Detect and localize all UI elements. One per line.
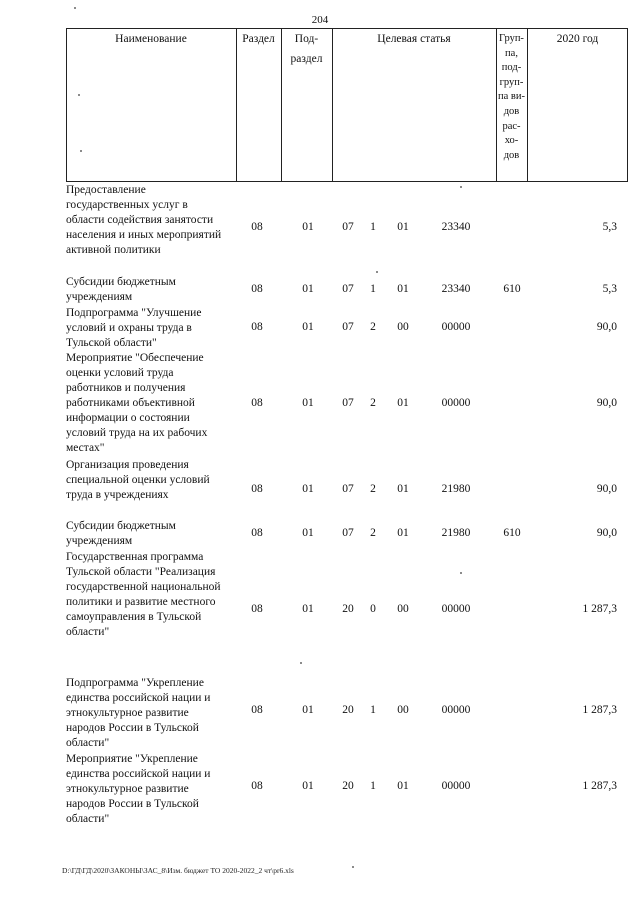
amount-cell: 5,3 (602, 283, 617, 295)
target-part2-cell: 2 (370, 397, 376, 409)
header-divider (527, 28, 528, 182)
podrazdel-cell: 01 (302, 283, 314, 295)
header-podrazdel-line: раздел (290, 52, 323, 65)
podrazdel-cell: 01 (302, 704, 314, 716)
row-name-line: Мероприятие "Укрепление (66, 753, 198, 765)
row-name-line: активной политики (66, 244, 161, 256)
page-number: 204 (311, 14, 329, 26)
group-cell: 610 (503, 283, 521, 295)
row-name-line: труда в учреждениях (66, 489, 169, 501)
amount-cell: 90,0 (596, 397, 617, 409)
amount-cell: 90,0 (596, 527, 617, 539)
row-name-line: информации о состоянии (66, 412, 190, 424)
target-part3-cell: 00 (397, 321, 409, 333)
target-part2-cell: 1 (370, 780, 376, 792)
row-name-line: народов России в Тульской (66, 798, 199, 810)
row-name (66, 183, 236, 258)
row-name-line: области" (66, 737, 110, 749)
header-group-line: па, (505, 47, 518, 59)
header-group-line: рас- (502, 120, 521, 132)
row-name-line: учреждениям (66, 291, 133, 303)
row-name (66, 458, 236, 503)
target-part1-cell: 07 (342, 221, 354, 233)
amount-cell: 90,0 (596, 321, 617, 333)
row-name-line: этнокультурное развитие (66, 707, 189, 719)
header-group-line: груп- (499, 76, 524, 88)
group-cell: 610 (503, 527, 521, 539)
row-name-line: области" (66, 626, 110, 638)
header-group-line: Груп- (499, 33, 524, 44)
row-name-line: работниками объективной (66, 397, 195, 409)
amount-cell: 90,0 (596, 483, 617, 495)
target-part1-cell: 20 (342, 780, 354, 792)
table-header (66, 28, 628, 182)
row-name-line: населения и иных мероприятий (66, 229, 222, 241)
header-target-article: Целевая статья (377, 33, 451, 45)
podrazdel-cell: 01 (302, 321, 314, 333)
razdel-cell: 08 (251, 780, 263, 792)
target-part1-cell: 07 (342, 321, 354, 333)
row-name-line: Подпрограмма "Укрепление (66, 677, 204, 689)
row-name-line: Предоставление (66, 184, 146, 196)
target-part1-cell: 07 (342, 527, 354, 539)
row-name-line: условий и охраны труда в (66, 322, 192, 334)
header-group-line: дов (503, 149, 520, 161)
header-group (496, 32, 527, 163)
row-name-line: государственной национальной (66, 581, 221, 593)
row-name-line: Тульской области" (66, 337, 157, 349)
target-part2-cell: 1 (370, 221, 376, 233)
razdel-cell: 08 (251, 603, 263, 615)
target-part3-cell: 01 (397, 221, 409, 233)
razdel-cell: 08 (251, 397, 263, 409)
target-part1-cell: 07 (342, 283, 354, 295)
header-divider (332, 28, 333, 182)
header-razdel: Раздел (242, 33, 275, 45)
row-name (66, 306, 236, 351)
target-part1-cell: 07 (342, 397, 354, 409)
target-part3-cell: 00 (397, 603, 409, 615)
row-name (66, 752, 236, 827)
razdel-cell: 08 (251, 321, 263, 333)
podrazdel-cell: 01 (302, 780, 314, 792)
target-part3-cell: 01 (397, 283, 409, 295)
target-part1-cell: 07 (342, 483, 354, 495)
row-name-line: единства российской нации и (66, 692, 211, 704)
row-name-line: этнокультурное развитие (66, 783, 189, 795)
row-name-line: области" (66, 813, 110, 825)
header-group-line: па ви- (498, 91, 525, 103)
row-name-line: государственных услуг в (66, 199, 188, 211)
target-part4-cell: 00000 (441, 321, 471, 333)
target-part1-cell: 20 (342, 603, 354, 615)
scan-speck (376, 271, 378, 273)
row-name-line: условий труда на их рабочих (66, 427, 208, 439)
row-name-line: специальной оценки условий (66, 474, 210, 486)
target-part2-cell: 2 (370, 321, 376, 333)
scan-speck (78, 94, 80, 96)
podrazdel-cell: 01 (302, 397, 314, 409)
razdel-cell: 08 (251, 527, 263, 539)
amount-cell: 1 287,3 (582, 704, 617, 716)
target-part2-cell: 1 (370, 704, 376, 716)
target-part4-cell: 00000 (441, 603, 471, 615)
scan-speck (460, 572, 462, 574)
row-name-line: Тульской области "Реализация (66, 566, 216, 578)
target-part4-cell: 23340 (441, 283, 471, 295)
header-podrazdel-line: Под- (294, 33, 319, 45)
target-part4-cell: 00000 (441, 704, 471, 716)
file-path: D:\ГД\ГД\2020\ЗАКОНЫ\ЗАС_8\Изм. бюджет ТО 2020-2022_2 чт\pr6.xls (62, 866, 294, 875)
row-name (66, 275, 236, 305)
row-name-line: Мероприятие "Обеспечение (66, 352, 204, 364)
row-name-line: местах" (66, 442, 105, 454)
razdel-cell: 08 (251, 704, 263, 716)
target-part3-cell: 01 (397, 483, 409, 495)
target-part4-cell: 21980 (441, 527, 471, 539)
target-part4-cell: 00000 (441, 780, 471, 792)
target-part3-cell: 01 (397, 780, 409, 792)
target-part4-cell: 21980 (441, 483, 471, 495)
row-name-line: Организация проведения (66, 459, 189, 471)
scan-speck (74, 7, 76, 9)
podrazdel-cell: 01 (302, 527, 314, 539)
scan-speck (352, 866, 354, 868)
header-podrazdel (281, 32, 332, 66)
amount-cell: 5,3 (602, 221, 617, 233)
row-name-line: оценки условий труда (66, 367, 174, 379)
row-name-line: учреждениям (66, 535, 133, 547)
target-part2-cell: 2 (370, 527, 376, 539)
target-part2-cell: 2 (370, 483, 376, 495)
row-name-line: Подпрограмма "Улучшение (66, 307, 202, 319)
header-group-line: под- (501, 62, 522, 74)
row-name-line: Субсидии бюджетным (66, 276, 176, 288)
row-name-line: самоуправления в Тульской (66, 611, 202, 623)
row-name-line: работников и получения (66, 382, 186, 394)
target-part3-cell: 01 (397, 527, 409, 539)
target-part3-cell: 00 (397, 704, 409, 716)
target-part3-cell: 01 (397, 397, 409, 409)
header-divider (236, 28, 237, 182)
header-group-line: дов (503, 105, 520, 117)
amount-cell: 1 287,3 (582, 780, 617, 792)
scan-speck (300, 662, 302, 664)
header-year: 2020 год (556, 33, 599, 45)
razdel-cell: 08 (251, 283, 263, 295)
row-name-line: единства российской нации и (66, 768, 211, 780)
row-name-line: политики и развитие местного (66, 596, 216, 608)
scan-speck (80, 150, 82, 152)
target-part2-cell: 0 (370, 603, 376, 615)
podrazdel-cell: 01 (302, 483, 314, 495)
razdel-cell: 08 (251, 221, 263, 233)
header-group-line: хо- (504, 135, 519, 147)
scan-speck (460, 186, 462, 188)
row-name-line: Государственная программа (66, 551, 204, 563)
row-name-line: Субсидии бюджетным (66, 520, 176, 532)
razdel-cell: 08 (251, 483, 263, 495)
target-part1-cell: 20 (342, 704, 354, 716)
row-name (66, 676, 236, 751)
amount-cell: 1 287,3 (582, 603, 617, 615)
header-name: Наименование (115, 33, 187, 45)
row-name-line: народов России в Тульской (66, 722, 199, 734)
target-part4-cell: 23340 (441, 221, 471, 233)
target-part4-cell: 00000 (441, 397, 471, 409)
target-part2-cell: 1 (370, 283, 376, 295)
podrazdel-cell: 01 (302, 603, 314, 615)
row-name (66, 351, 236, 456)
podrazdel-cell: 01 (302, 221, 314, 233)
row-name-line: области содействия занятости (66, 214, 214, 226)
row-name (66, 550, 236, 640)
row-name (66, 519, 236, 549)
